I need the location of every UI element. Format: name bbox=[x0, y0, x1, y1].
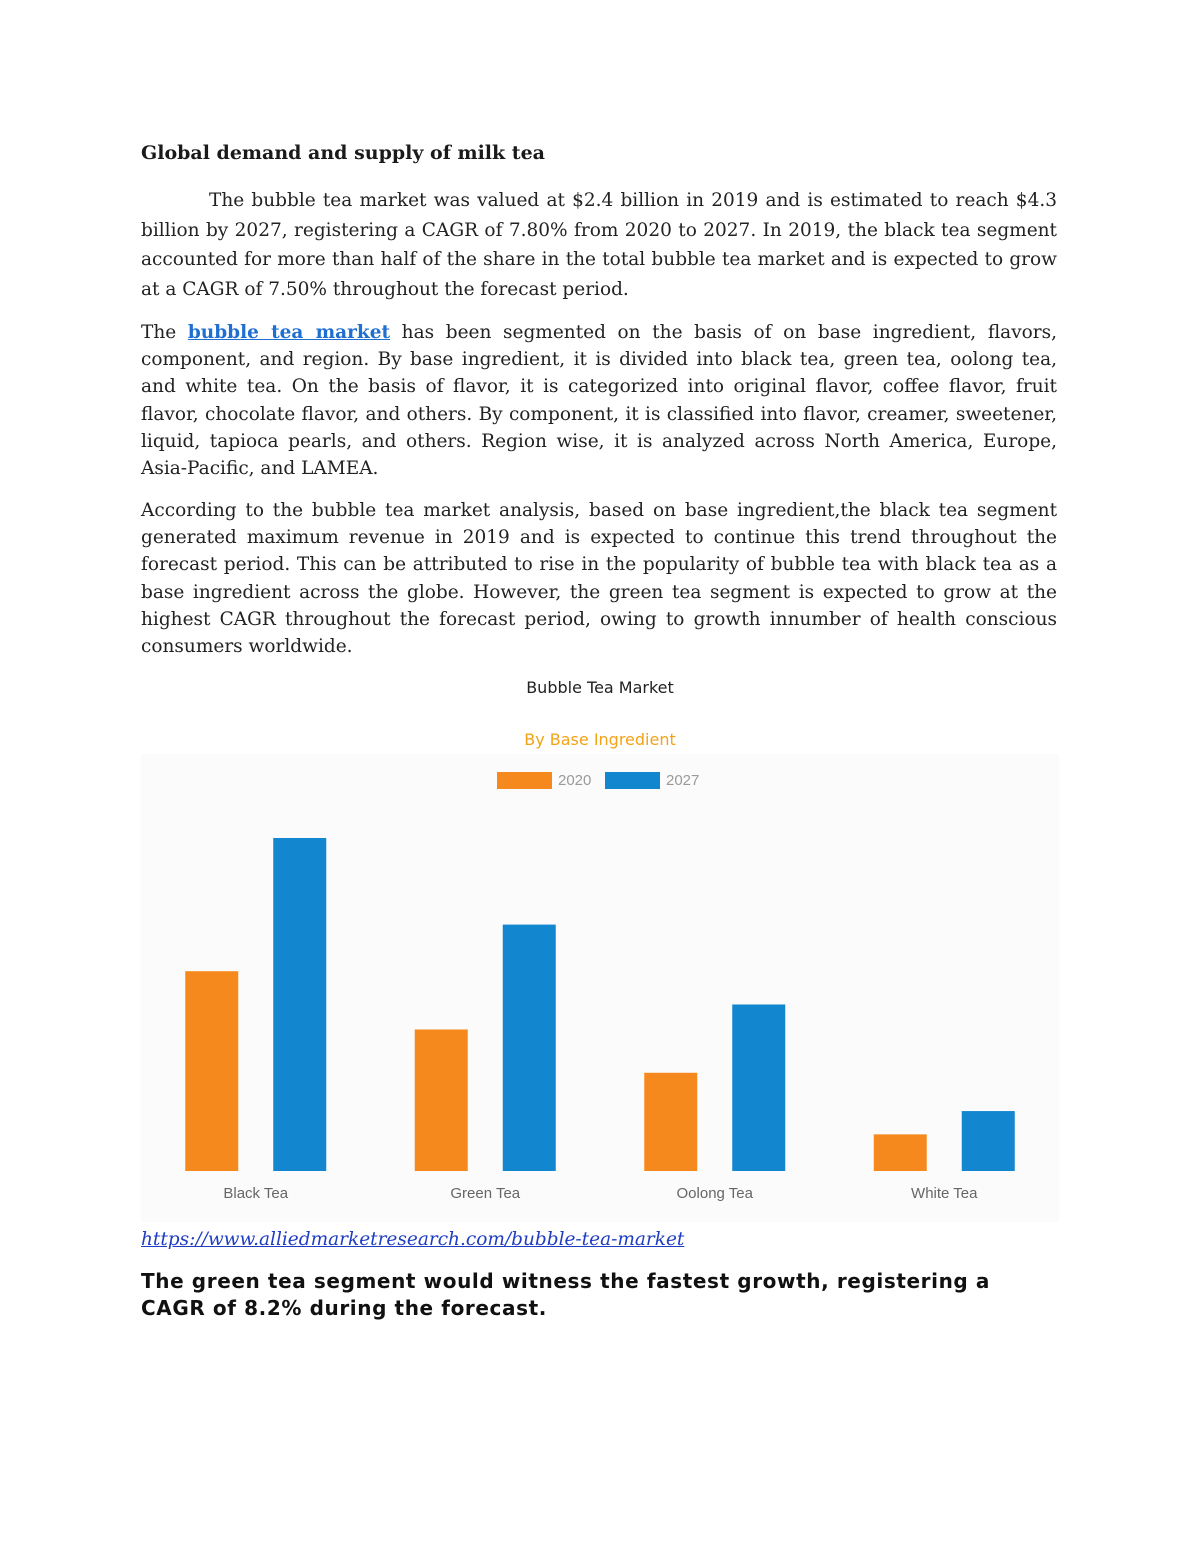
legend-label-2027: 2027 bbox=[666, 772, 700, 789]
x-tick-label: Black Tea bbox=[223, 1185, 289, 1202]
bar-green-tea-2020 bbox=[415, 1029, 468, 1171]
legend-label-2020: 2020 bbox=[558, 772, 592, 789]
chart-title: Bubble Tea Market bbox=[526, 678, 674, 697]
legend-swatch-2027 bbox=[605, 772, 660, 789]
paragraph-analysis: According to the bubble tea market analysis, based on base ingredient,the black tea segment generated maximum revenue in 2019 and is expected to continue this trend throughout the forecast period. This can be attributed to rise in the popularity of bubble tea with black tea as a base ingredient across the globe. However, the green tea segment is expected to grow at the highest CAGR throughout the forecast period, owing to growth innumber of health conscious consumers worldwide. bbox=[141, 500, 1057, 658]
bar-black-tea-2027 bbox=[273, 838, 326, 1171]
paragraph-market-value: The bubble tea market was valued at $2.4 billion in 2019 and is estimated to reach $4.3 billion by 2027, registering a CAGR of 7.80% from 2020 to 2027. In 2019, the black tea segment accounted for more than half of the share in the total bubble tea market and is expected to grow at a CAGR of 7.50% throughout the forecast period. bbox=[141, 190, 1057, 300]
bar-oolong-tea-2020 bbox=[644, 1073, 697, 1171]
x-tick-label: White Tea bbox=[911, 1185, 978, 1202]
paragraph-segmentation bbox=[141, 319, 1057, 482]
chart-svg bbox=[141, 754, 1059, 1222]
document-heading: Global demand and supply of milk tea bbox=[141, 142, 545, 164]
bar-white-tea-2027 bbox=[962, 1111, 1015, 1171]
chart-subtitle: By Base Ingredient bbox=[524, 730, 676, 749]
source-link[interactable]: https://www.alliedmarketresearch.com/bubble-tea-market bbox=[141, 1229, 685, 1250]
x-tick-label: Oolong Tea bbox=[676, 1185, 753, 1202]
bar-oolong-tea-2027 bbox=[732, 1005, 785, 1172]
paragraph-prefix: The bbox=[141, 322, 188, 343]
legend-swatch-2020 bbox=[497, 772, 552, 789]
bar-black-tea-2020 bbox=[185, 971, 238, 1171]
x-tick-label: Green Tea bbox=[450, 1185, 521, 1202]
bubble-tea-market-link[interactable]: bubble tea market bbox=[187, 322, 391, 343]
bar-white-tea-2020 bbox=[874, 1134, 927, 1171]
bar-chart bbox=[141, 754, 1059, 1222]
paragraph-segmentation-text: has been segmented on the basis of on base ingredient, flavors, component, and region. By base ingredient, it is divided into black tea, green tea, oolong tea, and white tea. On the basis of flavor, it is categorized into original flavor, coffee flavor, fruit flavor, chocolate flavor, and others. By component, it is classified into flavor, creamer, sweetener, liquid, tapioca pearls, and others. Region wise, it is analyzed across North America, Europe, Asia-Pacific, and LAMEA. bbox=[141, 322, 1057, 480]
conclusion-text: The green tea segment would witness the fastest growth, registering a CAGR of 8.2% during the forecast. bbox=[141, 1269, 991, 1320]
bar-green-tea-2027 bbox=[503, 925, 556, 1171]
